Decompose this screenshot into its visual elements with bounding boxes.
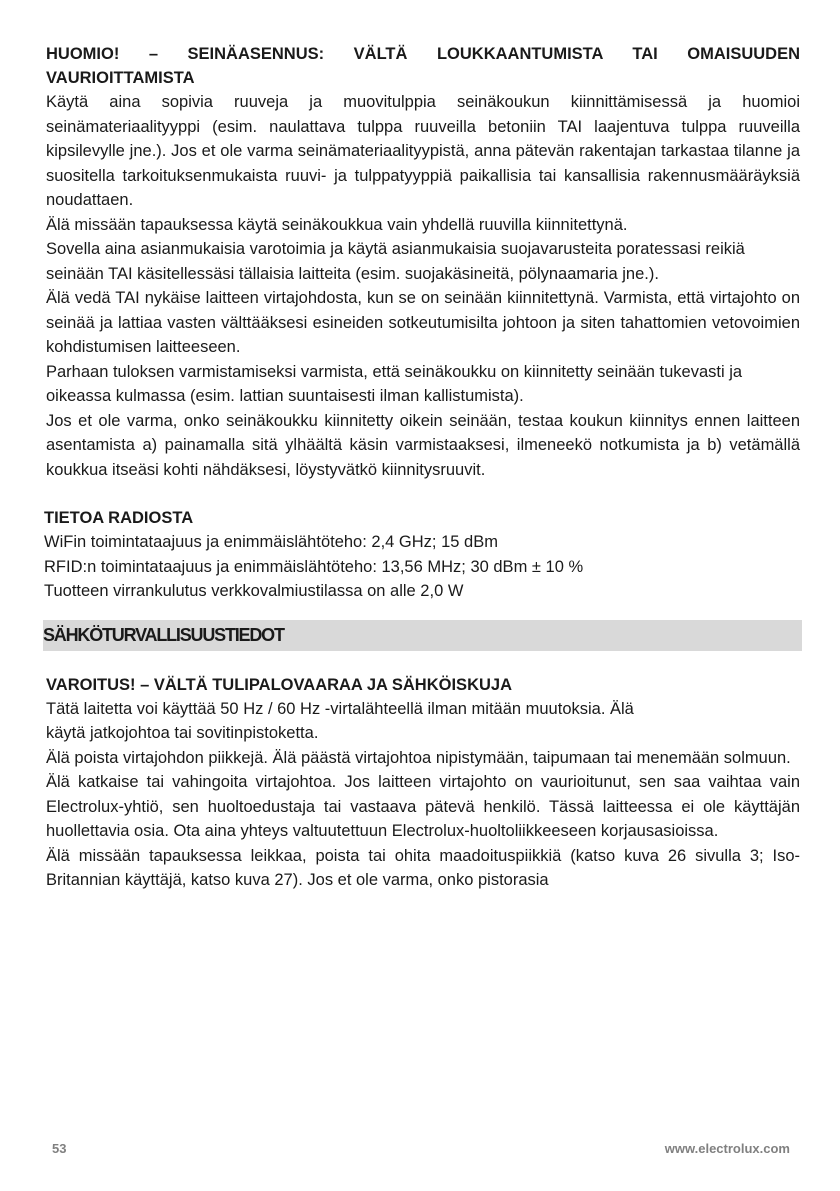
wall-mount-heading: HUOMIO! – SEINÄASENNUS: VÄLTÄ LOUKKAANTUMISTA TAI OMAISUUDEN VAURIOITTAMISTA: [46, 45, 800, 87]
radio-line: Tuotteen virrankulutus verkkovalmiustilassa on alle 2,0 W: [44, 582, 464, 600]
spacer: [46, 651, 800, 673]
website-link: www.electrolux.com: [664, 1141, 790, 1156]
radio-line: WiFin toimintataajuus ja enimmäislähtöteho: 2,4 GHz; 15 dBm: [44, 533, 498, 551]
wall-mount-paragraph: Älä vedä TAI nykäise laitteen virtajohdosta, kun se on seinään kiinnitettynä. Varmista, että virtajohto on seinää ja lattiaa vasten välttääksesi esineiden sotkeutumisilta johtoon ja siten tahattomien vetovoimien kohdistumisen laitteeseen.: [46, 289, 800, 356]
wall-mount-paragraph: Käytä aina sopivia ruuveja ja muovitulppia seinäkoukun kiinnittämisessä ja huomioi seinämateriaalityyppi (esim. naulattava tulppa ruuveilla betoniin TAI laajentuva tulppa ruuveilla kipsilevylle jne.). Jos et ole varma seinämateriaalityypistä, anna pätevän rakentajan tarkastaa tilanne ja suositella tarkoituksenmukaista ruuvi- ja tulppatyyppiä paikallisia tai kansallisia rakennusmääräyksiä noudattaen.: [46, 93, 800, 209]
page-number: 53: [52, 1141, 67, 1156]
wall-mount-paragraph: Älä missään tapauksessa käytä seinäkoukkua vain yhdellä ruuvilla kiinnitettynä.: [46, 215, 628, 234]
electrical-paragraph: Älä missään tapauksessa leikkaa, poista tai ohita maadoituspiikkiä (katso kuva 26 sivulla 3; Iso-Britannian käyttäjä, katso kuva 27). Jos et ole varma, onko pistorasia: [46, 846, 800, 889]
radio-line: RFID:n toimintataajuus ja enimmäislähtöteho: 13,56 MHz; 30 dBm ± 10 %: [44, 557, 584, 576]
electrical-paragraph: Älä poista virtajohdon piikkejä. Älä päästä virtajohtoa nipistymään, taipumaan tai menemään solmuun.: [46, 748, 791, 767]
section-title-bar: [43, 620, 802, 651]
page-footer: [52, 1141, 790, 1156]
spacer: [46, 482, 800, 506]
electrical-warning-heading: VAROITUS! – VÄLTÄ TULIPALOVAARAA JA SÄHKÖISKUJA: [46, 675, 512, 694]
radio-heading: TIETOA RADIOSTA: [44, 509, 194, 527]
electrical-paragraph: Älä katkaise tai vahingoita virtajohtoa. Jos laitteen virtajohto on vaurioitunut, sen saa vaihtaa vain Electrolux-yhtiö, sen huoltoedustaja tai vastaava pätevä henkilö. Tässä laitteessa ei ole käyttäjän huollettavia osia. Ota aina yhteys valtuutettuun Electrolux-huoltoliikkeeseen korjausasioissa.: [46, 773, 800, 840]
section-title: SÄHKÖTURVALLISUUSTIEDOT: [43, 624, 284, 645]
wall-mount-paragraph: Sovella aina asianmukaisia varotoimia ja käytä asianmukaisia suojavarusteita poratessasi reikiä seinään TAI käsitellessäsi tällaisia laitteita (esim. suojakäsineitä, pölynaamaria jne.).: [46, 240, 745, 283]
wall-mount-paragraph: Parhaan tuloksen varmistamiseksi varmista, että seinäkoukku on kiinnitetty seinään tukevasti ja oikeassa kulmassa (esim. lattian suuntaisesti ilman kallistumista).: [46, 362, 743, 405]
electrical-paragraph: Tätä laitetta voi käyttää 50 Hz / 60 Hz -virtalähteellä ilman mitään muutoksia. Älä käytä jatkojohtoa tai sovitinpistoketta.: [46, 699, 634, 742]
page-content: [43, 42, 800, 893]
wall-mount-paragraph: Jos et ole varma, onko seinäkoukku kiinnitetty oikein seinään, testaa koukun kiinnitys ennen laitteen asentamista a) painamalla sitä ylhäältä käsin varmistaaksesi, ilmeneekö notkumista ja b) vetämällä koukkua itseäsi kohti nähdäksesi, löystyvätkö kiinnitysruuvit.: [46, 411, 800, 479]
